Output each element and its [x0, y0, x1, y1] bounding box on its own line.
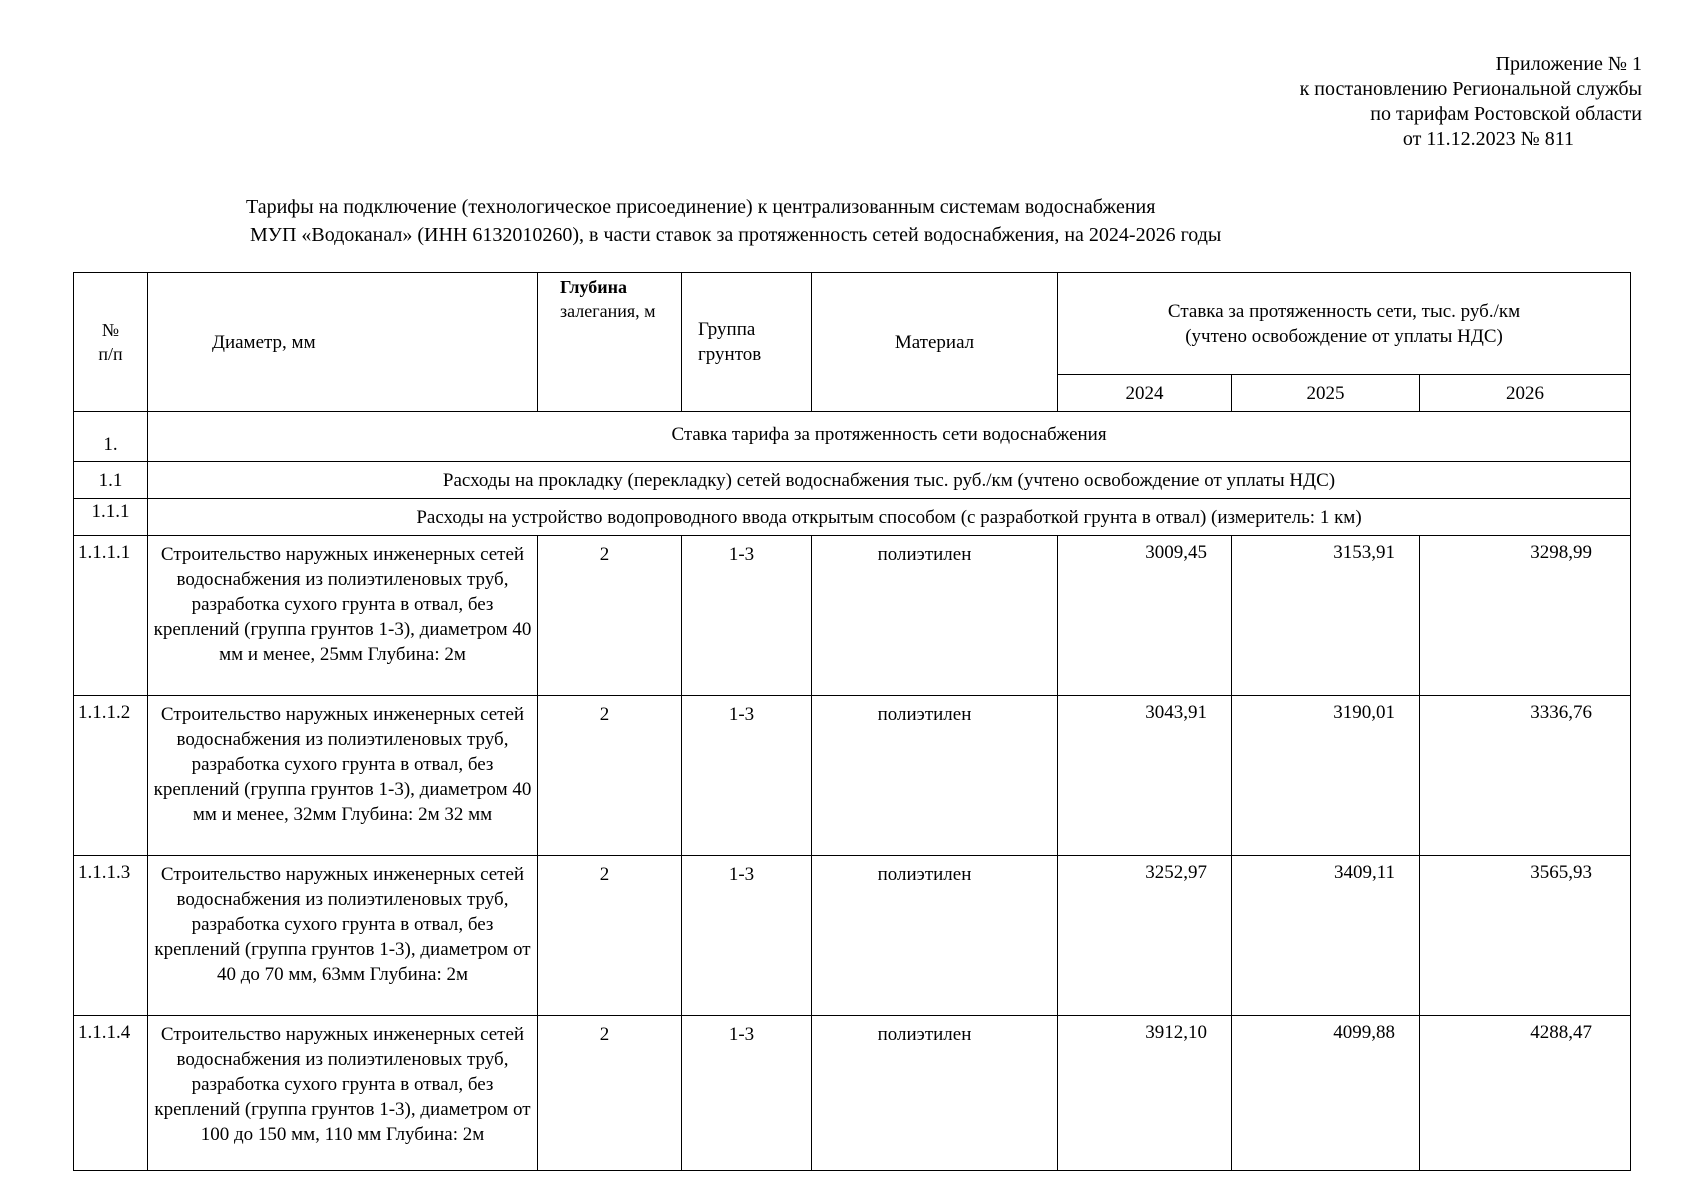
header-group: Группа грунтов	[682, 273, 812, 412]
header-year-2025: 2025	[1232, 375, 1420, 412]
header-rate-line: (учтено освобождение от уплаты НДС)	[1185, 325, 1503, 347]
table-row	[74, 696, 1631, 856]
header-diameter: Диаметр, мм	[148, 273, 538, 412]
row-material: полиэтилен	[812, 536, 1058, 696]
row-group: 1-3	[682, 536, 812, 696]
title-line: Тарифы на подключение (технологическое присоединение) к централизованным системам водоснабжения	[246, 196, 1156, 218]
row-value-2026: 4288,47	[1420, 1016, 1631, 1171]
appendix-line: Приложение № 1	[1495, 53, 1642, 75]
appendix-header	[1082, 52, 1642, 152]
row-num: 1.1.1.2	[74, 696, 148, 856]
section-title: Ставка тарифа за протяженность сети водоснабжения	[148, 412, 1631, 462]
header-depth	[538, 273, 682, 412]
row-num: 1.1.1.1	[74, 536, 148, 696]
row-value-2026: 3298,99	[1420, 536, 1631, 696]
row-value-2026: 3336,76	[1420, 696, 1631, 856]
row-value-2024: 3252,97	[1058, 856, 1232, 1016]
row-group: 1-3	[682, 856, 812, 1016]
row-num: 1.1.1.4	[74, 1016, 148, 1171]
table-row	[74, 536, 1631, 696]
row-group: 1-3	[682, 1016, 812, 1171]
section-title: Расходы на устройство водопроводного ввода открытым способом (с разработкой грунта в отвал) (измеритель: 1 км)	[148, 499, 1631, 536]
tariff-table	[73, 272, 1631, 1171]
row-description: Строительство наружных инженерных сетей водоснабжения из полиэтиленовых труб, разработка сухого грунта в отвал, без креплений (группа грунтов 1-3), диаметром от 40 до 70 мм, 63мм Глубина: 2м	[148, 856, 538, 1016]
row-value-2024: 3043,91	[1058, 696, 1232, 856]
table-row	[74, 856, 1631, 1016]
header-material: Материал	[812, 273, 1058, 412]
appendix-line: к постановлению Региональной службы	[1299, 78, 1642, 100]
header-year-2026: 2026	[1420, 375, 1631, 412]
row-value-2024: 3009,45	[1058, 536, 1232, 696]
header-num-line: №	[101, 320, 120, 340]
row-group: 1-3	[682, 696, 812, 856]
header-rate	[1058, 273, 1631, 375]
row-material: полиэтилен	[812, 856, 1058, 1016]
row-value-2026: 3565,93	[1420, 856, 1631, 1016]
row-value-2025: 3409,11	[1232, 856, 1420, 1016]
row-description: Строительство наружных инженерных сетей водоснабжения из полиэтиленовых труб, разработка сухого грунта в отвал, без креплений (группа грунтов 1-3), диаметром от 100 до 150 мм, 110 мм Глубина: 2м	[148, 1016, 538, 1171]
row-depth: 2	[538, 856, 682, 1016]
header-num-line: п/п	[98, 344, 123, 364]
section-num: 1.1.1	[74, 499, 148, 536]
title-line: МУП «Водоканал» (ИНН 6132010260), в части ставок за протяженность сетей водоснабжения, на 2024-2026 годы	[250, 224, 1222, 246]
row-material: полиэтилен	[812, 696, 1058, 856]
row-depth: 2	[538, 696, 682, 856]
section-num: 1.1	[74, 462, 148, 499]
row-depth: 2	[538, 536, 682, 696]
header-year-2024: 2024	[1058, 375, 1232, 412]
row-depth: 2	[538, 1016, 682, 1171]
header-depth-rest: залегания, м	[560, 301, 656, 321]
row-num: 1.1.1.3	[74, 856, 148, 1016]
table-row	[74, 1016, 1631, 1171]
header-num	[74, 273, 148, 412]
row-value-2025: 3153,91	[1232, 536, 1420, 696]
row-value-2025: 4099,88	[1232, 1016, 1420, 1171]
row-description: Строительство наружных инженерных сетей водоснабжения из полиэтиленовых труб, разработка сухого грунта в отвал, без креплений (группа грунтов 1-3), диаметром 40 мм и менее, 25мм Глубина: 2м	[148, 536, 538, 696]
row-value-2025: 3190,01	[1232, 696, 1420, 856]
appendix-line: по тарифам Ростовской области	[1370, 103, 1642, 125]
row-description: Строительство наружных инженерных сетей водоснабжения из полиэтиленовых труб, разработка сухого грунта в отвал, без креплений (группа грунтов 1-3), диаметром 40 мм и менее, 32мм Глубина: 2м 32 мм	[148, 696, 538, 856]
row-material: полиэтилен	[812, 1016, 1058, 1171]
header-rate-line: Ставка за протяженность сети, тыс. руб./км	[1167, 300, 1521, 322]
section-title: Расходы на прокладку (перекладку) сетей водоснабжения тыс. руб./км (учтено освобождение от уплаты НДС)	[148, 462, 1631, 499]
appendix-date: от 11.12.2023 № 811	[1402, 128, 1574, 150]
row-value-2024: 3912,10	[1058, 1016, 1232, 1171]
section-num: 1.	[74, 412, 148, 462]
header-depth-bold: Глубина	[560, 277, 628, 297]
